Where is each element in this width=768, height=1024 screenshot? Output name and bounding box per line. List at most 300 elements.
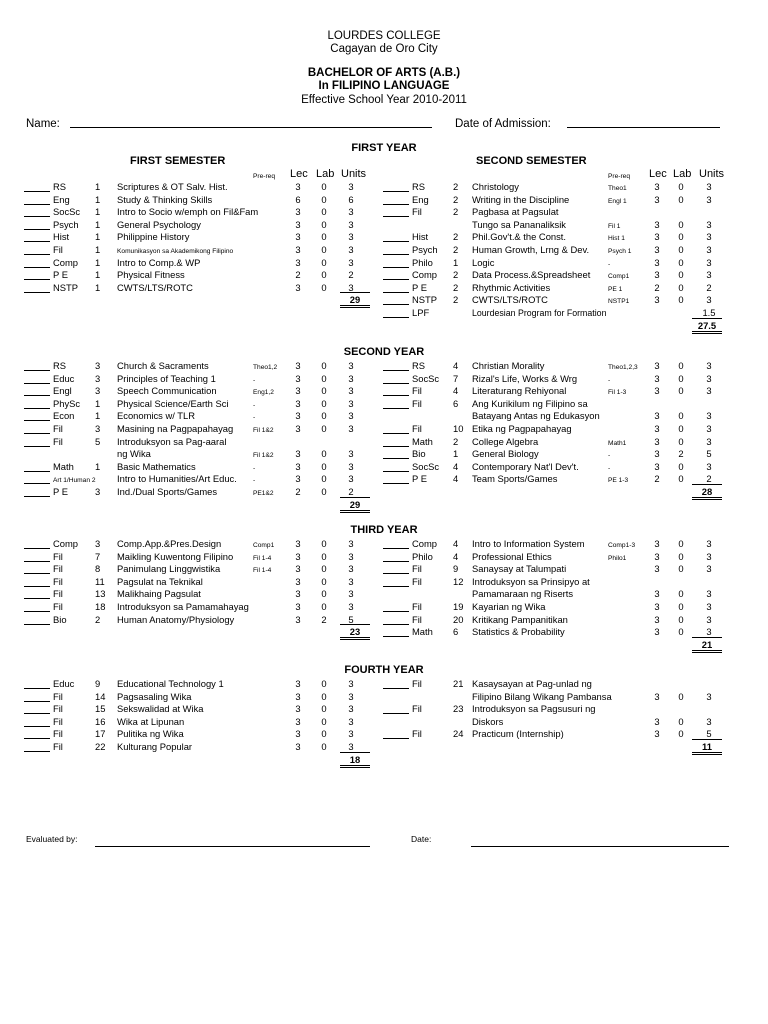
left-grade-blank[interactable] [24,600,50,612]
course-title: Masining na Pagpapahayag [117,423,234,434]
right-grade-blank[interactable] [383,702,409,714]
total-units: 3 [348,360,354,371]
semester-total-units: 11 [702,741,712,752]
lecture-units: 3 [654,460,660,472]
right-grade-blank[interactable] [383,727,409,739]
lab-units: 0 [321,538,327,549]
course-number: 6 [453,626,459,638]
prerequisite: Fil 1&2 [253,427,274,434]
lab-units: 0 [321,281,327,293]
left-grade-blank[interactable] [24,702,50,714]
total-units: 3 [348,385,354,397]
course-title: Scriptures & OT Salv. Hist. [117,181,228,192]
lecture-units: 3 [654,218,660,230]
course-number: 1 [95,244,101,255]
course-number: 2 [453,435,459,447]
lecture-units: 3 [295,410,301,422]
prerequisite: Comp1-3 [608,542,636,549]
lecture-units: 3 [654,231,660,243]
right-grade-blank[interactable] [383,460,409,472]
course-title: Christology [472,181,519,192]
lab-units: 0 [321,385,327,397]
course-number: 19 [453,601,464,612]
school-city: Cagayan de Oro City [330,43,438,55]
lecture-units: 3 [295,244,301,255]
lecture-units: 3 [654,563,660,575]
course-number: 1 [453,256,459,268]
lec-header: Lec [290,168,308,180]
total-units: 6 [348,193,354,205]
course-number: 2 [453,231,459,243]
lab-units: 0 [321,741,327,752]
right-grade-blank[interactable] [383,180,409,192]
name-field[interactable] [70,117,432,128]
course-number: 1 [95,206,101,218]
left-grade-blank[interactable] [24,218,50,230]
lecture-units: 3 [295,397,301,409]
right-grade-blank[interactable] [383,447,409,459]
right-grade-blank[interactable] [383,243,409,255]
right-grade-blank[interactable] [383,550,409,562]
lab-units: 0 [321,360,327,371]
right-grade-blank[interactable] [383,435,409,447]
course-code: Fil [412,563,422,575]
course-code: Fil [412,206,422,218]
course-code: Fil [412,385,422,397]
lab-units: 0 [678,410,684,422]
course-code: Fil [412,397,422,409]
semester-total-units: 18 [349,753,361,765]
lecture-units: 3 [295,181,301,192]
lab-units: 0 [321,244,327,255]
course-title: Intro to Information System [472,538,585,549]
lab-units: 0 [678,690,684,702]
lecture-units: 3 [295,550,301,562]
course-number: 13 [95,588,106,600]
lab-units: 0 [321,256,327,268]
lecture-units: 3 [654,626,660,638]
semester-total-units: 27.5 [697,319,717,331]
course-title: Intro to Humanities/Art Educ. [117,473,237,485]
lecture-units: 3 [295,715,301,727]
total-units: 3 [348,372,354,384]
left-grade-blank[interactable] [24,727,50,739]
course-number: 3 [95,486,101,497]
total-units: 3 [706,360,712,371]
course-title: Rhythmic Activities [472,281,551,293]
left-grade-blank[interactable] [24,435,50,447]
course-number: 1 [95,410,101,422]
lab-units: 0 [321,397,327,409]
course-title: Team Sports/Games [472,473,558,485]
left-grade-blank[interactable] [24,193,50,205]
lecture-units: 3 [654,448,660,460]
prerequisite: - [608,376,611,384]
course-title: Study & Thinking Skills [117,193,213,205]
lab-units: 0 [678,550,684,562]
prerequisite: - [608,452,611,460]
lab-units: 0 [678,435,684,447]
left-grade-blank[interactable] [24,485,50,497]
course-code: Fil [53,601,63,612]
admission-date-field[interactable] [567,117,720,128]
left-grade-blank[interactable] [24,268,50,280]
course-title: Introduksyon sa Pamamahayag [117,601,249,612]
left-grade-blank[interactable] [24,409,50,421]
right-grade-blank[interactable] [383,230,409,242]
course-number: 5 [95,435,101,447]
total-units: 2 [706,281,712,293]
course-title: Professional Ethics [472,550,552,562]
course-code: Fil [53,728,63,740]
course-code: SocSc [412,460,440,472]
course-code: RS [53,360,67,371]
right-grade-blank[interactable] [383,306,409,318]
lecture-units: 3 [654,372,660,384]
prereq-header: Pre-req [253,173,275,180]
lecture-units: 3 [295,448,301,460]
double-underline [692,752,722,755]
course-title: Data Process.&Spreadsheet [472,269,591,281]
total-units: 3 [706,460,712,472]
lecture-units: 3 [654,588,660,600]
course-title: Logic [472,256,495,268]
lecture-units: 3 [654,360,660,371]
course-number: 3 [95,423,101,434]
course-code: Fil [53,563,63,575]
course-code: NSTP [53,281,79,293]
course-title: Basic Mathematics [117,460,196,472]
total-units: 3 [706,193,712,205]
lab-units: 0 [678,385,684,397]
major-title: In FILIPINO LANGUAGE [318,80,450,92]
lecture-units: 3 [654,423,660,434]
total-units: 2 [348,486,354,497]
lecture-units: 3 [295,281,301,293]
course-title: Intro to Socio w/emph on Fil&Fam [117,206,259,218]
total-units: 3 [348,397,354,409]
course-code: Math [53,460,74,472]
course-code: Engl [53,385,72,397]
lecture-units: 3 [654,435,660,447]
right-grade-blank[interactable] [383,397,409,409]
course-title: Rizal's Life, Works & Wrg [472,372,578,384]
course-code: Fil [412,703,422,715]
total-units: 3 [706,256,712,268]
right-grade-blank[interactable] [383,575,409,587]
right-grade-blank[interactable] [383,256,409,268]
prerequisite: - [253,464,256,472]
course-number: 9 [95,678,101,689]
total-units: 3 [348,575,354,587]
course-number: 23 [453,703,464,715]
lab-units: 0 [678,601,684,612]
right-grade-blank[interactable] [383,293,409,305]
left-grade-blank[interactable] [24,256,50,268]
course-code: Fil [53,690,63,702]
course-title: Educational Technology 1 [117,678,224,689]
admission-label: Date of Admission: [455,118,551,130]
course-code: Fil [53,423,63,434]
course-number: 1 [95,231,101,243]
total-units: 3 [348,588,354,600]
course-title: Pagsasaling Wika [117,690,192,702]
lab-units: 0 [678,256,684,268]
prerequisite: Comp1 [608,273,630,281]
left-grade-blank[interactable] [24,677,50,689]
lab-units: 0 [678,715,684,727]
right-grade-blank[interactable] [383,472,409,484]
left-grade-blank[interactable] [24,243,50,255]
course-code: Educ [53,372,75,384]
lecture-units: 3 [654,690,660,702]
prerequisite: Engl 1 [608,197,627,205]
lecture-units: 2 [654,281,660,293]
evaluated-by-field[interactable] [95,834,370,847]
units-sum-line [692,637,722,638]
lecture-units: 3 [654,385,660,397]
left-grade-blank[interactable] [24,180,50,192]
total-units: 3 [706,218,712,230]
lab-units: 0 [678,728,684,740]
course-title: General Psychology [117,218,201,230]
prerequisite: Fil 1-3 [608,389,627,397]
lab-units: 0 [678,460,684,472]
course-title: Contemporary Nat'l Dev't. [472,460,579,472]
right-grade-blank[interactable] [383,613,409,625]
course-title: Principles of Teaching 1 [117,372,216,384]
left-grade-blank[interactable] [24,575,50,587]
course-title: Etika ng Pagpapahayag [472,423,572,434]
lecture-units: 3 [295,601,301,612]
total-units: 2 [706,473,712,485]
course-title: General Biology [472,448,539,460]
course-code: Fil [412,601,422,612]
lecture-units: 2 [295,269,301,281]
lab-units: 0 [321,486,327,497]
name-label: Name: [26,118,60,130]
units-header: Units [341,168,367,180]
prerequisite: Fil 1-4 [253,567,272,575]
total-units: 3 [706,231,712,243]
right-grade-blank[interactable] [383,422,409,434]
left-grade-blank[interactable] [24,230,50,242]
lecture-units: 3 [654,294,660,306]
right-grade-blank[interactable] [383,600,409,612]
course-title: Physical Fitness [117,269,185,281]
lecture-units: 3 [295,206,301,218]
date-field[interactable] [471,834,729,847]
course-number: 9 [453,563,459,575]
total-units: 3 [348,741,354,752]
course-title: College Algebra [472,435,539,447]
course-number: 1 [95,397,101,409]
left-grade-blank[interactable] [24,587,50,599]
course-code: RS [412,181,426,192]
course-title: Wika at Lipunan [117,715,185,727]
course-number: 4 [453,473,459,485]
right-grade-blank[interactable] [383,562,409,574]
course-title: Batayang Antas ng Edukasyon [472,410,600,422]
right-grade-blank[interactable] [383,677,409,689]
total-units: 3 [348,281,354,293]
course-number: 8 [95,563,101,575]
prerequisite: Theo1,2,3 [608,364,638,371]
course-code: Comp [53,538,79,549]
course-title: Statistics & Probability [472,626,565,638]
left-grade-blank[interactable] [24,537,50,549]
lab-units: 0 [678,563,684,575]
course-title: Pagsulat na Teknikal [117,575,203,587]
left-grade-blank[interactable] [24,690,50,702]
course-number: 2 [453,193,459,205]
units-sum-line [340,752,370,753]
prerequisite: Psych 1 [608,248,632,255]
left-grade-blank[interactable] [24,205,50,217]
lecture-units: 3 [654,193,660,205]
left-grade-blank[interactable] [24,613,50,625]
lab-units: 0 [321,563,327,575]
lecture-units: 3 [295,218,301,230]
lecture-units: 3 [295,563,301,575]
prerequisite: Math1 [608,439,627,447]
course-number: 1 [95,256,101,268]
left-grade-blank[interactable] [24,740,50,752]
right-grade-blank[interactable] [383,205,409,217]
course-title: Sekswalidad at Wika [117,703,204,715]
course-number: 17 [95,728,106,740]
right-grade-blank[interactable] [383,268,409,280]
right-grade-blank[interactable] [383,384,409,396]
double-underline [340,305,370,308]
right-grade-blank[interactable] [383,281,409,293]
course-title: CWTS/LTS/ROTC [472,294,548,306]
course-number: 1 [95,281,101,293]
course-number: 11 [95,575,105,587]
course-number: 2 [453,269,459,281]
prerequisite: PE 1 [608,285,623,293]
lab-units: 0 [321,269,327,281]
lab-units: 0 [321,206,327,218]
total-units: 3 [706,588,712,600]
lab-units: 0 [678,218,684,230]
course-number: 4 [453,538,459,549]
course-title: Pagbasa at Pagsulat [472,206,559,218]
lecture-units: 3 [654,728,660,740]
course-code: Fil [412,423,422,434]
course-title: Human Growth, Lrng & Dev. [472,244,590,255]
total-units: 3 [348,550,354,562]
left-grade-blank[interactable] [24,550,50,562]
total-units: 3 [706,423,712,434]
course-title: Kulturang Popular [117,741,193,752]
total-units: 3 [706,601,712,612]
course-code: Fil [53,703,63,715]
total-units: 5 [706,448,712,460]
lab-units: 2 [321,613,327,625]
course-number: 24 [453,728,464,740]
total-units: 3 [348,448,354,460]
prerequisite: Theo1,2 [253,364,278,371]
prerequisite: - [253,376,256,384]
course-title: Human Anatomy/Physiology [117,613,235,625]
prerequisite: Fil 1 [608,222,621,230]
course-code: Fil [412,728,422,740]
course-title: Economics w/ TLR [117,410,195,422]
right-grade-blank[interactable] [383,372,409,384]
course-title: Christian Morality [472,360,545,371]
left-grade-blank[interactable] [24,460,50,472]
left-grade-blank[interactable] [24,422,50,434]
lab-units: 0 [678,588,684,600]
total-units: 3 [706,385,712,397]
lecture-units: 3 [295,741,301,752]
left-grade-blank[interactable] [24,472,50,484]
course-code: P E [53,486,68,497]
left-grade-blank[interactable] [24,384,50,396]
total-units: 1.5 [702,307,716,318]
units-sum-line [340,497,370,498]
prerequisite: Philo1 [608,554,627,562]
right-grade-blank[interactable] [383,193,409,205]
course-title: ng Wika [117,448,151,460]
course-code: Fil [412,575,422,587]
course-number: 1 [453,448,459,460]
lab-units: 0 [321,550,327,562]
lecture-units: 3 [654,269,660,281]
left-grade-blank[interactable] [24,359,50,371]
course-code: Philo [412,550,433,562]
course-title: Sanaysay at Talumpati [472,563,567,575]
course-title: Pulitika ng Wika [117,728,184,740]
total-units: 3 [706,538,712,549]
lecture-units: 3 [295,372,301,384]
left-grade-blank[interactable] [24,281,50,293]
lab-header: Lab [316,168,335,180]
total-units: 3 [706,435,712,447]
units-header: Units [699,168,725,180]
lecture-units: 3 [654,715,660,727]
total-units: 3 [706,626,712,638]
left-grade-blank[interactable] [24,715,50,727]
lecture-units: 3 [654,244,660,255]
course-code: P E [53,269,68,281]
degree-title: BACHELOR OF ARTS (A.B.) [307,67,461,79]
lab-units: 0 [678,473,684,485]
lecture-units: 3 [295,460,301,472]
lab-units: 0 [678,372,684,384]
right-grade-blank[interactable] [383,625,409,637]
course-code: Bio [53,613,67,625]
course-code: Fil [53,550,63,562]
left-grade-blank[interactable] [24,372,50,384]
course-code: Math [412,626,433,638]
total-units: 3 [706,715,712,727]
left-grade-blank[interactable] [24,562,50,574]
lab-units: 0 [678,613,684,625]
right-grade-blank[interactable] [383,537,409,549]
course-number: 1 [95,181,101,192]
total-units: 3 [348,601,354,612]
left-grade-blank[interactable] [24,397,50,409]
course-title: Ind./Dual Sports/Games [117,486,218,497]
course-code: SocSc [53,206,81,218]
total-units: 3 [348,728,354,740]
course-code: Fil [412,613,422,625]
right-grade-blank[interactable] [383,359,409,371]
lecture-units: 3 [295,256,301,268]
total-units: 3 [348,715,354,727]
